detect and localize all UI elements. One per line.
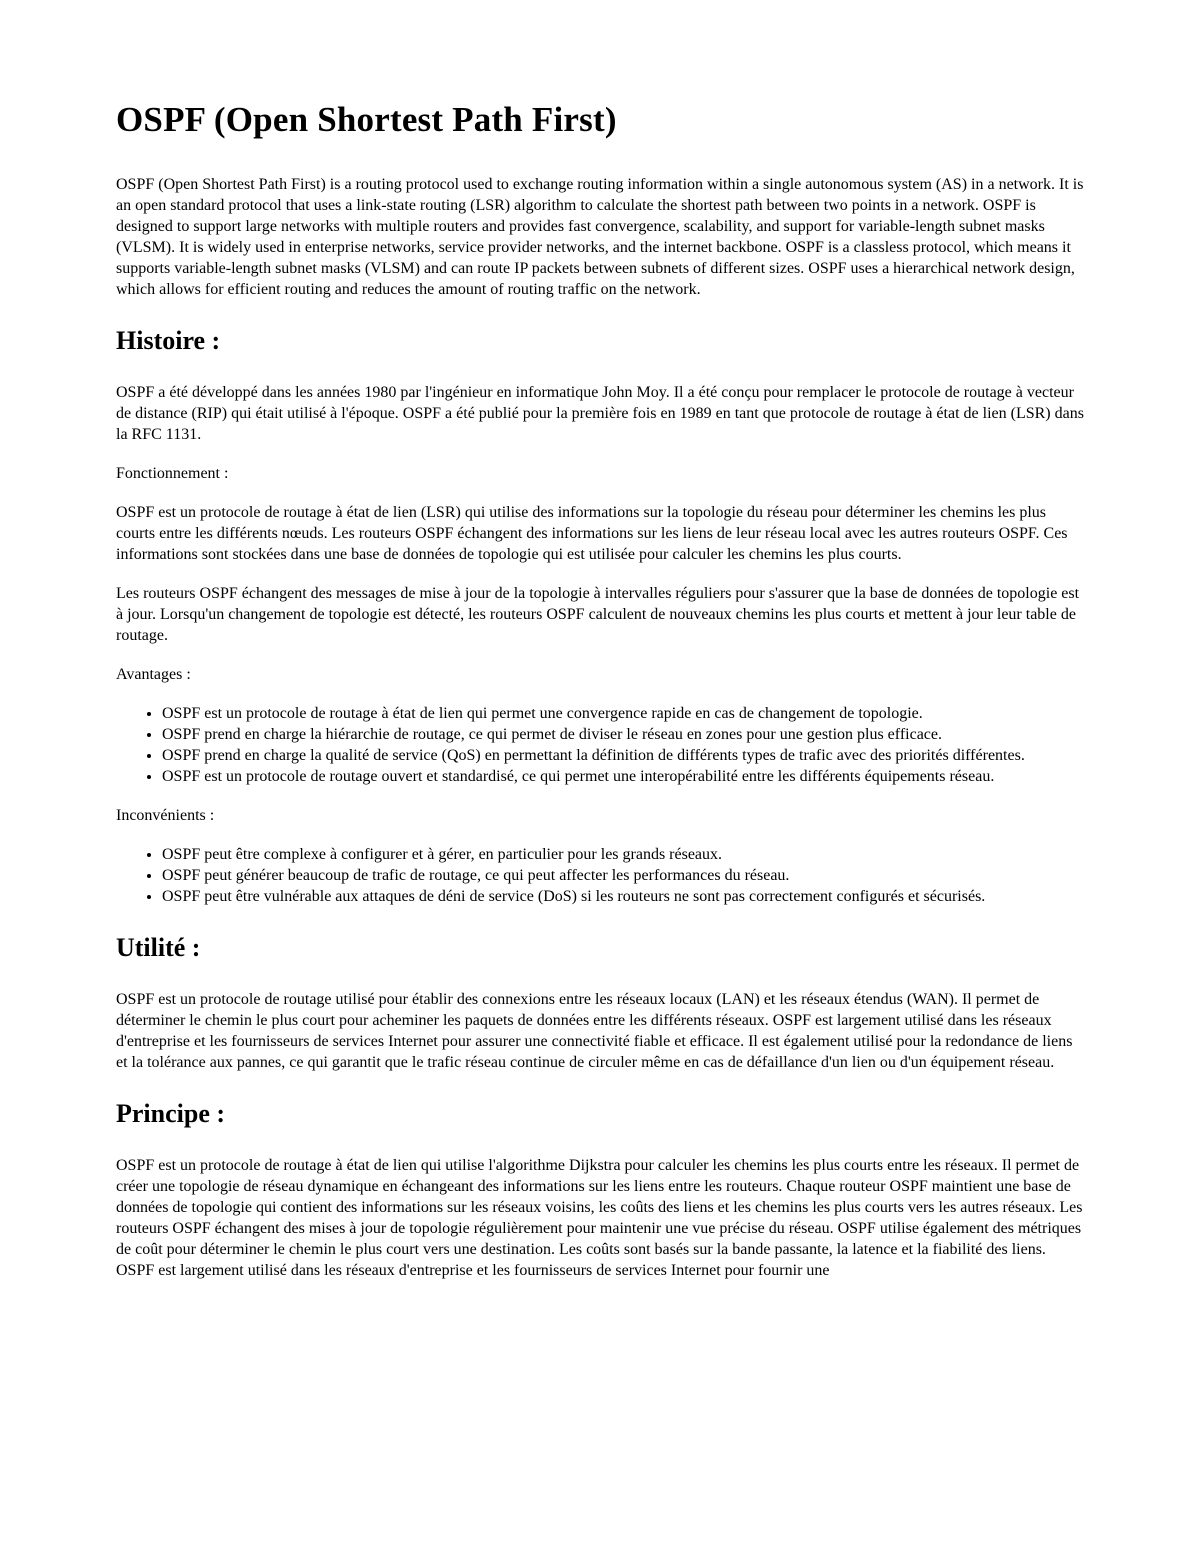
avantages-list (116, 703, 1086, 787)
list-item: • OSPF peut être vulnérable aux attaques de déni de service (DoS) si les routeurs ne sont pas correctement configurés et sécurisés. (162, 886, 1086, 907)
inconvenients-label: Inconvénients : (116, 807, 215, 825)
avantages-label: Avantages : (116, 666, 191, 684)
page-title: OSPF (Open Shortest Path First) (116, 100, 617, 139)
histoire-paragraph: OSPF a été développé dans les années 1980 par l'ingénieur en informatique John Moy. Il a été conçu pour remplacer le protocole de routage à vecteur de distance (RIP) qui était utilisé à l'époque. OSPF a été publié pour la première fois en 1989 en tant que protocole de routage à état de lien (LSR) dans la RFC 1131. (116, 384, 1084, 444)
list-item: • OSPF prend en charge la hiérarchie de routage, ce qui permet de diviser le réseau en zones pour une gestion plus efficace. (162, 724, 1086, 745)
utilite-heading: Utilité : (116, 933, 201, 963)
fonctionnement-paragraph-1: OSPF est un protocole de routage à état de lien (LSR) qui utilise des informations sur la topologie du réseau pour déterminer les chemins les plus courts entre les différents nœuds. Les routeurs OSPF échangent des informations sur les liens de leur réseau local avec les autres routeurs OSPF. Ces informations sont stockées dans une base de données de topologie qui est utilisée pour calculer les chemins les plus courts. (116, 504, 1068, 564)
principe-paragraph: OSPF est un protocole de routage à état de lien qui utilise l'algorithme Dijkstra pour calculer les chemins les plus courts entre les réseaux. Il permet de créer une topologie de réseau dynamique en échangeant des informations sur les liens entre les routeurs. Chaque routeur OSPF maintient une base de données de topologie qui contient des informations sur les réseaux voisins, les coûts des liens et les chemins les plus courts vers les autres réseaux. Les routeurs OSPF échangent des mises à jour de topologie régulièrement pour maintenir une vue précise du réseau. OSPF utilise également des métriques de coût pour déterminer le chemin le plus court vers une destination. Les coûts sont basés sur la bande passante, la latence et la fiabilité des liens. OSPF est largement utilisé dans les réseaux d'entreprise et les fournisseurs de services Internet pour fournir une (116, 1156, 1083, 1279)
fonctionnement-paragraph-2: Les routeurs OSPF échangent des messages de mise à jour de la topologie à intervalles réguliers pour s'assurer que la base de données de topologie est à jour. Lorsqu'un changement de topologie est détecté, les routeurs OSPF calculent de nouveaux chemins les plus courts et mettent à jour leur table de routage. (116, 585, 1080, 645)
list-item: • OSPF peut générer beaucoup de trafic de routage, ce qui peut affecter les performances du réseau. (162, 865, 1086, 886)
histoire-heading: Histoire : (116, 326, 221, 356)
list-item: • OSPF peut être complexe à configurer et à gérer, en particulier pour les grands réseaux. (162, 844, 1086, 865)
fonctionnement-label: Fonctionnement : (116, 465, 229, 483)
document-page (116, 100, 1086, 1299)
inconvenients-list (116, 844, 1086, 907)
list-item: • OSPF est un protocole de routage à état de lien qui permet une convergence rapide en cas de changement de topologie. (162, 703, 1086, 724)
list-item: • OSPF est un protocole de routage ouvert et standardisé, ce qui permet une interopérabilité entre les différents équipements réseau. (162, 766, 1086, 787)
principe-heading: Principe : (116, 1099, 226, 1129)
intro-paragraph: OSPF (Open Shortest Path First) is a routing protocol used to exchange routing information within a single autonomous system (AS) in a network. It is an open standard protocol that uses a link-state routing (LSR) algorithm to calculate the shortest path between two points in a network. OSPF is designed to support large networks with multiple routers and provides fast convergence, scalability, and support for variable-length subnet masks (VLSM). It is widely used in enterprise networks, service provider networks, and the internet backbone. OSPF is a classless protocol, which means it supports variable-length subnet masks (VLSM) and can route IP packets between subnets of different sizes. OSPF uses a hierarchical network design, which allows for efficient routing and reduces the amount of routing traffic on the network. (116, 176, 1084, 299)
list-item: • OSPF prend en charge la qualité de service (QoS) en permettant la définition de différents types de trafic avec des priorités différentes. (162, 745, 1086, 766)
utilite-paragraph: OSPF est un protocole de routage utilisé pour établir des connexions entre les réseaux locaux (LAN) et les réseaux étendus (WAN). Il permet de déterminer le chemin le plus court pour acheminer les paquets de données entre les différents réseaux. OSPF est largement utilisé dans les réseaux d'entreprise et les fournisseurs de services Internet pour assurer une connectivité fiable et efficace. Il est également utilisé pour la redondance de liens et la tolérance aux pannes, ce qui garantit que le trafic réseau continue de circuler même en cas de défaillance d'un lien ou d'un équipement réseau. (116, 991, 1073, 1072)
